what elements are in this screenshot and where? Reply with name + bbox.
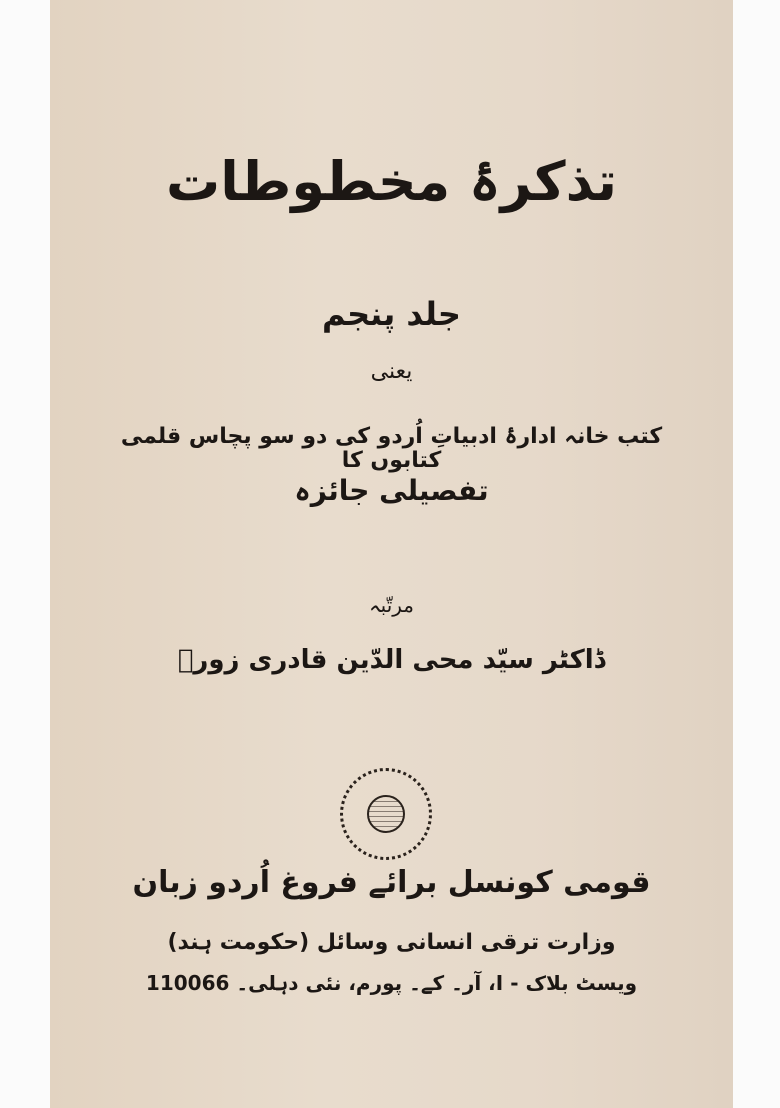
compiled-by-label: مرتّبہ (368, 593, 415, 617)
ministry-text: وزارت ترقی انسانی وسائل (حکومت ہند) (167, 930, 616, 955)
author-name: ڈاکٹر سیّد محی الدّین قادری زورؔ (177, 645, 606, 675)
book-title-page (50, 0, 733, 1108)
book-title: تذکرۂ مخطوطات (165, 150, 618, 213)
yani-text: یعنی (370, 359, 413, 384)
volume-label: جلد پنجم (322, 295, 461, 333)
publisher-emblem-icon (340, 768, 432, 860)
publisher-address: ویسٹ بلاک - I، آر۔ کے۔ پورم، نئی دہلی۔ 110066 (145, 971, 638, 995)
emblem-center (367, 795, 405, 833)
publisher-name: قومی کونسل برائے فروغ اُردو زبان (132, 865, 651, 900)
description-text: کتب خانہ ادارۂ ادبیاتِ اُردو کی دو سو پچاس قلمی کتابوں کا (120, 424, 663, 474)
survey-text: تفصیلی جائزہ (294, 474, 489, 507)
